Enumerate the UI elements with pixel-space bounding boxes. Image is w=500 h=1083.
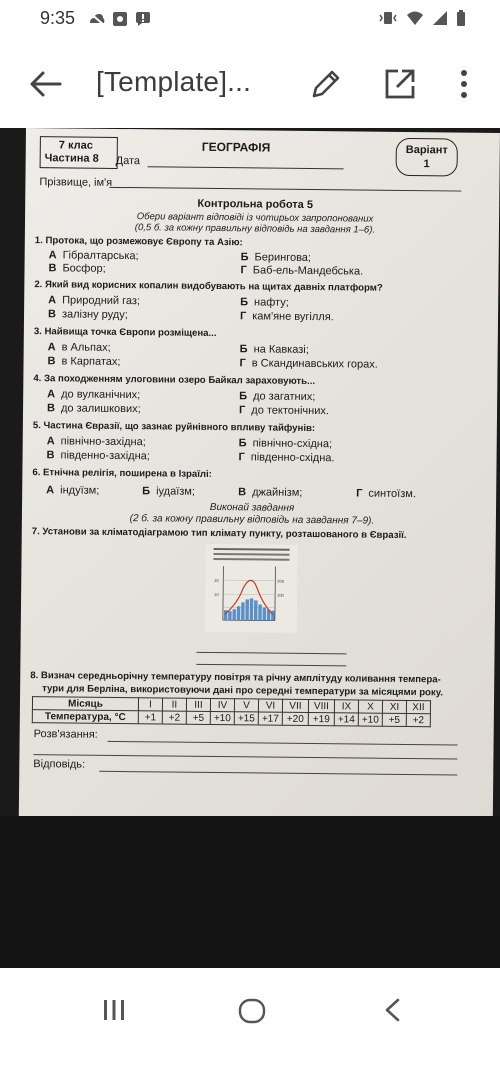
- background-surface: [0, 816, 500, 968]
- variant-badge: [396, 138, 458, 177]
- table-cell: I: [138, 698, 162, 711]
- app-bar: [0, 40, 500, 128]
- temperature-table: [32, 696, 431, 727]
- table-header: Місяць: [32, 697, 138, 711]
- table-cell: IX: [334, 700, 358, 713]
- subject-heading: ГЕОГРАФІЯ: [201, 139, 271, 155]
- instruction-line-1: Обери варіант відповіді із чотирьох запропонованих: [136, 211, 374, 225]
- table-cell: +19: [308, 712, 334, 725]
- home-icon[interactable]: [238, 998, 266, 1024]
- option: В в Карпатах;: [47, 355, 121, 369]
- table-cell: +10: [358, 713, 382, 726]
- table-cell: III: [186, 698, 210, 711]
- option: А Гібралтарська;: [48, 249, 139, 263]
- more-options-icon[interactable]: [456, 66, 472, 102]
- option: Б Берингова;: [240, 251, 312, 264]
- edit-pencil-icon[interactable]: [308, 66, 344, 102]
- question-8-line-2: тури для Берліна, використовуючи дані про середні температури за місяцями року.: [42, 683, 443, 699]
- open-external-icon[interactable]: [382, 66, 418, 102]
- table-cell: +20: [282, 712, 308, 725]
- table-cell: XII: [406, 701, 430, 714]
- date-label: Дата: [115, 154, 141, 168]
- table-cell: +10: [210, 711, 234, 724]
- table-cell: +1: [138, 711, 162, 724]
- table-cell: +2: [406, 714, 430, 727]
- q7-answer-line: [197, 652, 347, 655]
- question-4: 4. За походженням улоговини озеро Байкал зараховують...: [33, 373, 316, 388]
- option: А індуїзм;: [46, 484, 100, 497]
- battery-icon: [456, 10, 466, 26]
- option: Г синтоїзм.: [356, 487, 416, 501]
- option: А Природний газ;: [48, 294, 141, 308]
- option: Б на Кавказі;: [239, 343, 309, 356]
- question-7: 7. Установи за кліматодіаграмою тип клімату пункту, розташованого в Євразії.: [31, 526, 407, 542]
- solution-line: [108, 741, 458, 746]
- navigation-bar: [0, 968, 500, 1083]
- question-2: 2. Який вид корисних копалин видобувають на щитах давніх платформ?: [34, 279, 383, 294]
- question-5: 5. Частина Євразії, що зазнає руйнівного впливу тайфунів:: [32, 420, 316, 435]
- table-cell: +2: [162, 711, 186, 724]
- option: Г кам'яне вугілля.: [239, 310, 334, 324]
- name-line: [109, 187, 461, 192]
- table-cell: IV: [210, 698, 234, 711]
- recent-apps-icon[interactable]: [102, 998, 126, 1022]
- table-cell: +14: [334, 713, 358, 726]
- task-heading: Виконай завдання: [209, 501, 295, 514]
- back-nav-icon[interactable]: [382, 998, 402, 1022]
- svg-text:20: 20: [214, 577, 219, 584]
- option: Б до загатних;: [239, 390, 316, 404]
- cloud-off-icon: [88, 11, 106, 27]
- variant-number: 1: [423, 158, 430, 171]
- class-label: 7 клас: [58, 139, 93, 152]
- svg-text:10: 10: [214, 591, 219, 598]
- option: Б нафту;: [240, 296, 289, 309]
- variant-label: Варіант: [405, 143, 448, 157]
- table-header: Температура, °С: [32, 710, 138, 724]
- date-line: [148, 166, 344, 169]
- document-title: [Template]...: [96, 66, 252, 97]
- message-icon: [135, 11, 151, 27]
- solution-label: Розв'язання:: [33, 728, 98, 741]
- task-points: (2 б. за кожну правильну відповідь на завдання 7–9).: [129, 513, 375, 527]
- option: В залізну руду;: [47, 308, 128, 322]
- solution-line: [33, 754, 457, 759]
- part-label: Частина 8: [44, 152, 99, 165]
- table-cell: II: [162, 698, 186, 711]
- option: А північно-західна;: [46, 435, 146, 449]
- answer-label: Відповідь:: [33, 758, 86, 771]
- back-arrow-icon[interactable]: [28, 68, 62, 100]
- vibrate-icon: [378, 10, 398, 26]
- question-3: 3. Найвища точка Європи розміщена...: [33, 326, 217, 340]
- option: Г південно-східна.: [238, 451, 335, 465]
- document-viewer[interactable]: [0, 128, 500, 968]
- table-cell: +17: [258, 712, 282, 725]
- option: А в Альпах;: [47, 341, 111, 354]
- status-time: 9:35: [40, 8, 76, 28]
- option: Б іудаїзм;: [142, 485, 196, 498]
- option: В південно-західна;: [46, 449, 150, 463]
- table-cell: XI: [382, 700, 406, 713]
- svg-text:100: 100: [277, 592, 284, 598]
- option: В джайнізм;: [238, 486, 303, 499]
- table-cell: +5: [382, 713, 406, 726]
- answer-line: [99, 771, 457, 776]
- table-row: [32, 710, 430, 727]
- q7-answer-line: [196, 664, 346, 667]
- instruction-line-2: (0,5 б. за кожну правильну відповідь на завдання 1–6).: [134, 222, 376, 236]
- table-cell: +15: [234, 712, 258, 725]
- option: Б північно-східна;: [238, 437, 333, 451]
- wifi-icon: [406, 10, 424, 26]
- class-part-box: [40, 136, 118, 169]
- table-cell: +5: [186, 711, 210, 724]
- svg-text:200: 200: [277, 578, 284, 584]
- question-8-line-1: 8. Визнач середньорічну температуру повітря та річну амплітуду коливання темпера-: [30, 670, 441, 686]
- table-cell: VIII: [308, 699, 334, 712]
- table-cell: V: [234, 699, 258, 712]
- option: Г Баб-ель-Мандебська.: [240, 264, 364, 278]
- option: Г в Скандинавських горах.: [239, 357, 378, 371]
- option: В до залишкових;: [47, 402, 141, 416]
- name-label: Прізвище, ім'я: [39, 176, 113, 189]
- table-cell: VII: [282, 699, 308, 712]
- status-bar: [0, 0, 500, 40]
- question-1: 1. Протока, що розмежовує Європу та Азію:: [34, 235, 243, 249]
- option: В Босфор;: [48, 262, 106, 275]
- section-title: Контрольна робота 5: [197, 197, 314, 212]
- climate-diagram: [205, 544, 298, 633]
- option: А до вулканічних;: [47, 388, 141, 402]
- gallery-icon: [112, 11, 128, 27]
- table-cell: VI: [258, 699, 282, 712]
- table-cell: X: [358, 700, 382, 713]
- option: Г до тектонічних.: [238, 404, 329, 418]
- worksheet-page: [19, 128, 500, 821]
- question-6: 6. Етнічна релігія, поширена в Ізраїлі:: [32, 467, 212, 480]
- signal-icon: [432, 10, 448, 26]
